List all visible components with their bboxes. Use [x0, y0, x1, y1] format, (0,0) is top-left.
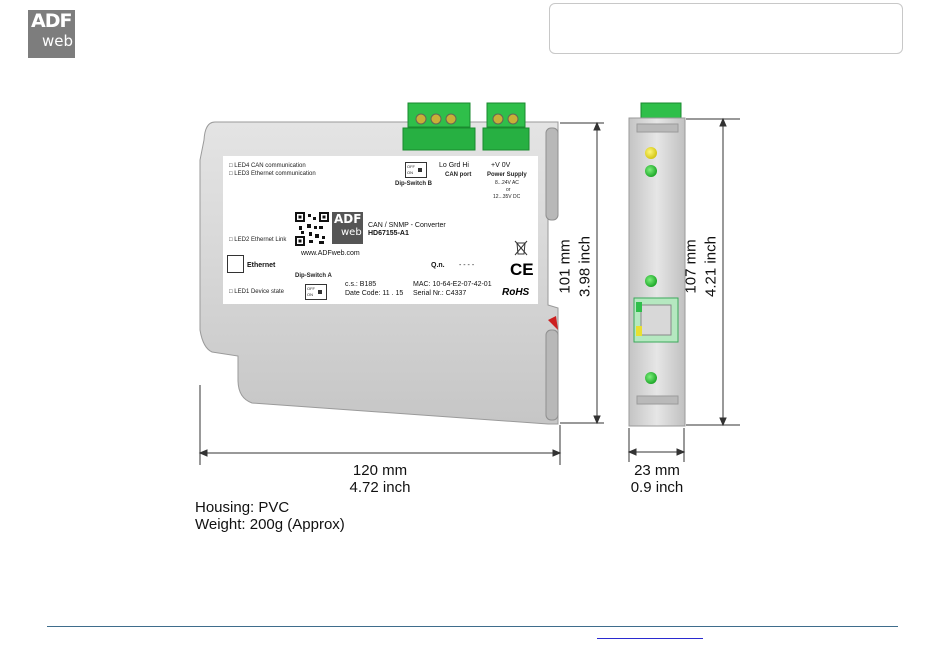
dip-b-off: OFF: [407, 164, 415, 169]
power-connector: [483, 103, 529, 150]
rohs-mark: RoHS: [502, 287, 530, 298]
front-height-mm: 101 mm: [556, 239, 574, 294]
label-logo-line2: web: [341, 227, 362, 238]
product-code: HD67155-A1: [368, 230, 409, 237]
dip-switch-b-label: Dip-Switch B: [395, 181, 432, 187]
qr-code-icon: [295, 212, 329, 246]
weight-spec: Weight: 200g (Approx): [195, 516, 345, 533]
mac-address: MAC: 10-64-E2-07-42-01: [413, 281, 492, 288]
dip-b-lever: [418, 168, 422, 172]
led2-text: □ LED2 Ethernet Link: [229, 237, 287, 243]
dip-switch-a-icon: [305, 284, 327, 300]
can-port-label: CAN port: [445, 172, 472, 178]
width-inch: 4.72 inch: [349, 479, 411, 496]
led4-label: LED4 CAN communication: [234, 163, 306, 169]
dip-b-on: ON: [407, 170, 413, 175]
ethernet-label: Ethernet: [247, 262, 276, 269]
power-supply-label: Power Supply: [487, 172, 527, 178]
dip-a-lever: [318, 290, 322, 294]
depth-inch: 0.9 inch: [630, 479, 684, 496]
label-logo-line1: ADF: [334, 212, 362, 226]
logo-line2: web: [42, 32, 74, 50]
power-line3: 12...35V DC: [493, 194, 521, 200]
led2-label: LED2 Ethernet Link: [234, 237, 287, 243]
dimension-depth: [629, 428, 684, 462]
side-housing: [629, 103, 685, 426]
ethernet-port-icon: [227, 255, 244, 273]
power-pins: +V 0V: [491, 162, 511, 169]
width-mm: 120 mm: [352, 462, 408, 479]
ce-mark: CE: [510, 260, 534, 279]
led3-label: LED3 Ethernet communication: [234, 171, 316, 177]
led1-text: □ LED1 Device state: [229, 289, 284, 295]
housing-spec: Housing: PVC: [195, 499, 290, 516]
side-height-inch: 4.21 inch: [702, 236, 720, 297]
power-line2: or: [506, 187, 511, 193]
qn-value: - - - -: [459, 262, 475, 269]
footer-divider: [47, 626, 898, 627]
front-height-inch: 3.98 inch: [576, 236, 594, 297]
dip-a-off: OFF: [307, 286, 315, 291]
side-height-mm: 107 mm: [682, 239, 700, 294]
power-line1: 8...24V AC: [495, 180, 519, 186]
date-code: Date Code: 11 . 15: [345, 290, 404, 297]
product-description: CAN / SNMP - Converter: [368, 222, 446, 229]
can-pins: Lo Grd Hi: [439, 162, 469, 169]
dip-switch-a-label: Dip-Switch A: [295, 273, 332, 279]
logo-line1: ADF: [31, 10, 72, 32]
serial-number: Serial Nr.: C4337: [413, 290, 467, 297]
qn-label: Q.n.: [431, 262, 445, 269]
can-connector: [403, 103, 475, 150]
label-logo: [332, 212, 363, 244]
led4-text: □ LED4 CAN communication: [229, 163, 306, 169]
weee-bin-icon: [514, 240, 528, 256]
cs-code: c.s.: B185: [345, 281, 377, 288]
device-label: [223, 156, 538, 304]
dip-switch-b-icon: [405, 162, 427, 178]
dip-a-on: ON: [307, 292, 313, 297]
led3-text: □ LED3 Ethernet communication: [229, 171, 316, 177]
depth-mm: 23 mm: [634, 462, 680, 479]
led1-label: LED1 Device state: [234, 289, 284, 295]
footer-link-underline[interactable]: [597, 638, 703, 639]
website-label: www.ADFweb.com: [301, 250, 360, 257]
